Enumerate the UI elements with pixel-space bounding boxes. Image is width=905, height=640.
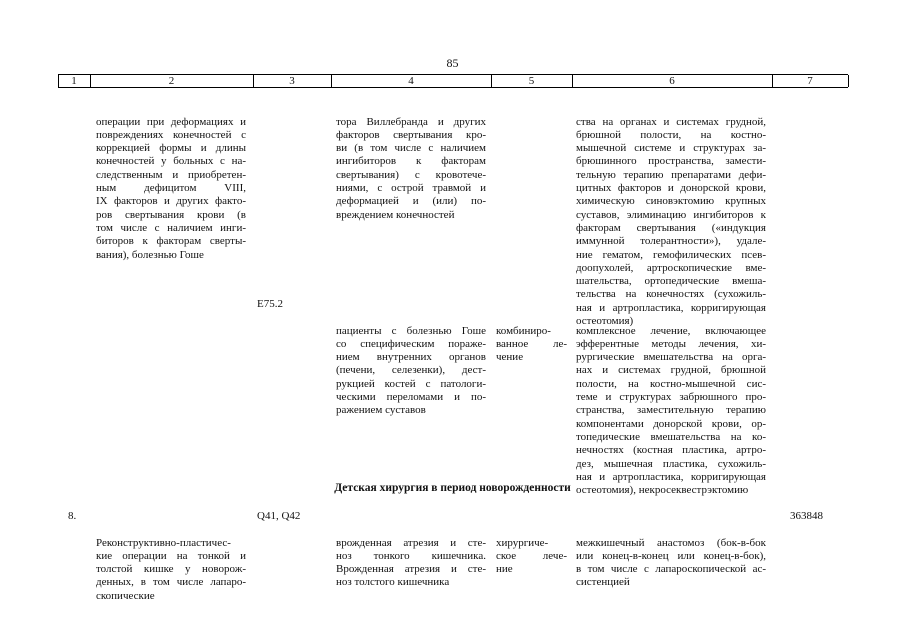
cell-price: 363848	[790, 510, 823, 522]
column-number: 7	[807, 75, 813, 87]
cell-icd-code: E75.2	[257, 298, 283, 310]
cell-patient-model: врожденная атрезия и сте- ноз тонкого кишечника. Врожденная атрезия и сте- ноз толстого кишечника	[336, 536, 486, 589]
cell-row-number: 8.	[68, 510, 77, 522]
cell-patient-model: пациенты с болезнью Гоше со специфическим пораже- нием внутренних органов (печени, селезенки), дест- рукцией костей с патологи- ческими переломами и по- ражением суставов	[336, 324, 486, 417]
cell-treatment-method: ства на органах и системах грудной, брюшной полости, на костно- мышечной системе и структурах за- брюшинного пространства, замести- тельную терапию препаратами дефи- цитных факторов и донорской крови, химическую синовэктомию крупных суставов, элиминацию ингибиторов к факторам свертывания («индукция иммунной толерантности»), удале- ние гематом, гемофилических псев- доопухолей, артроскопические вме- шательства, ортопедические вмеша- тельства на конечностях (сухожиль- ная и артропластика, корригирующая остеотомия)	[576, 115, 766, 328]
cell-patient-model: тора Виллебранда и других факторов свертывания кро- ви (в том числе с наличием ингибиторов к факторам свертывания) с кровотече- ниями, с острой травмой и деформацией и (или) по- вреждением конечностей	[336, 115, 486, 221]
cell-treatment-type: комбиниро- ванное ле- чение	[496, 324, 567, 364]
cell-treatment-method: комплексное лечение, включающее эфферентные методы лечения, хи- рургические вмешательства на орга- нах и системах грудной, брюшной полости, на костно-мышечной сис- теме и структурах забрюшного про- странства, заместительную терапию компонентами донорской крови, ор- топедические вмешательства на ко- нечностях (костная пластика, артро- дез, мышечная пластика, сухожиль- ная и артропластика, корригирующая остеотомия), некросеквестрэктомию	[576, 324, 766, 497]
section-heading: Детская хирургия в период новорожденности	[334, 482, 571, 494]
column-number: 1	[71, 75, 77, 87]
column-number: 2	[168, 75, 175, 87]
cell-operation-description: Реконструктивно-пластичес- кие операции на тонкой и толстой кишке у новорож- денных, в том числе лапаро- скопические	[96, 536, 246, 602]
page-number: 85	[446, 56, 459, 70]
column-number: 5	[528, 75, 535, 87]
cell-operation-description: операции при деформациях и повреждениях конечностей с коррекцией формы и длины конечностей у больных с на- следственным и приобретен- ным дефицитом VIII, IX факторов и других факто- ров свертывания крови (в том числе с наличием инги- биторов к факторам сверты- вания), болезнью Гоше	[96, 115, 246, 261]
column-number: 6	[669, 75, 675, 87]
cell-treatment-type: хирургиче- ское лече- ние	[496, 536, 567, 576]
column-number: 3	[289, 75, 295, 87]
header-bottom-rule	[58, 87, 848, 88]
column-number: 4	[408, 75, 414, 87]
col-divider	[848, 75, 849, 87]
cell-treatment-method: межкишечный анастомоз (бок-в-бок или конец-в-конец или конец-в-бок), в том числе с лапароскопической ас- систенцией	[576, 536, 766, 589]
cell-icd-code: Q41, Q42	[257, 510, 301, 522]
